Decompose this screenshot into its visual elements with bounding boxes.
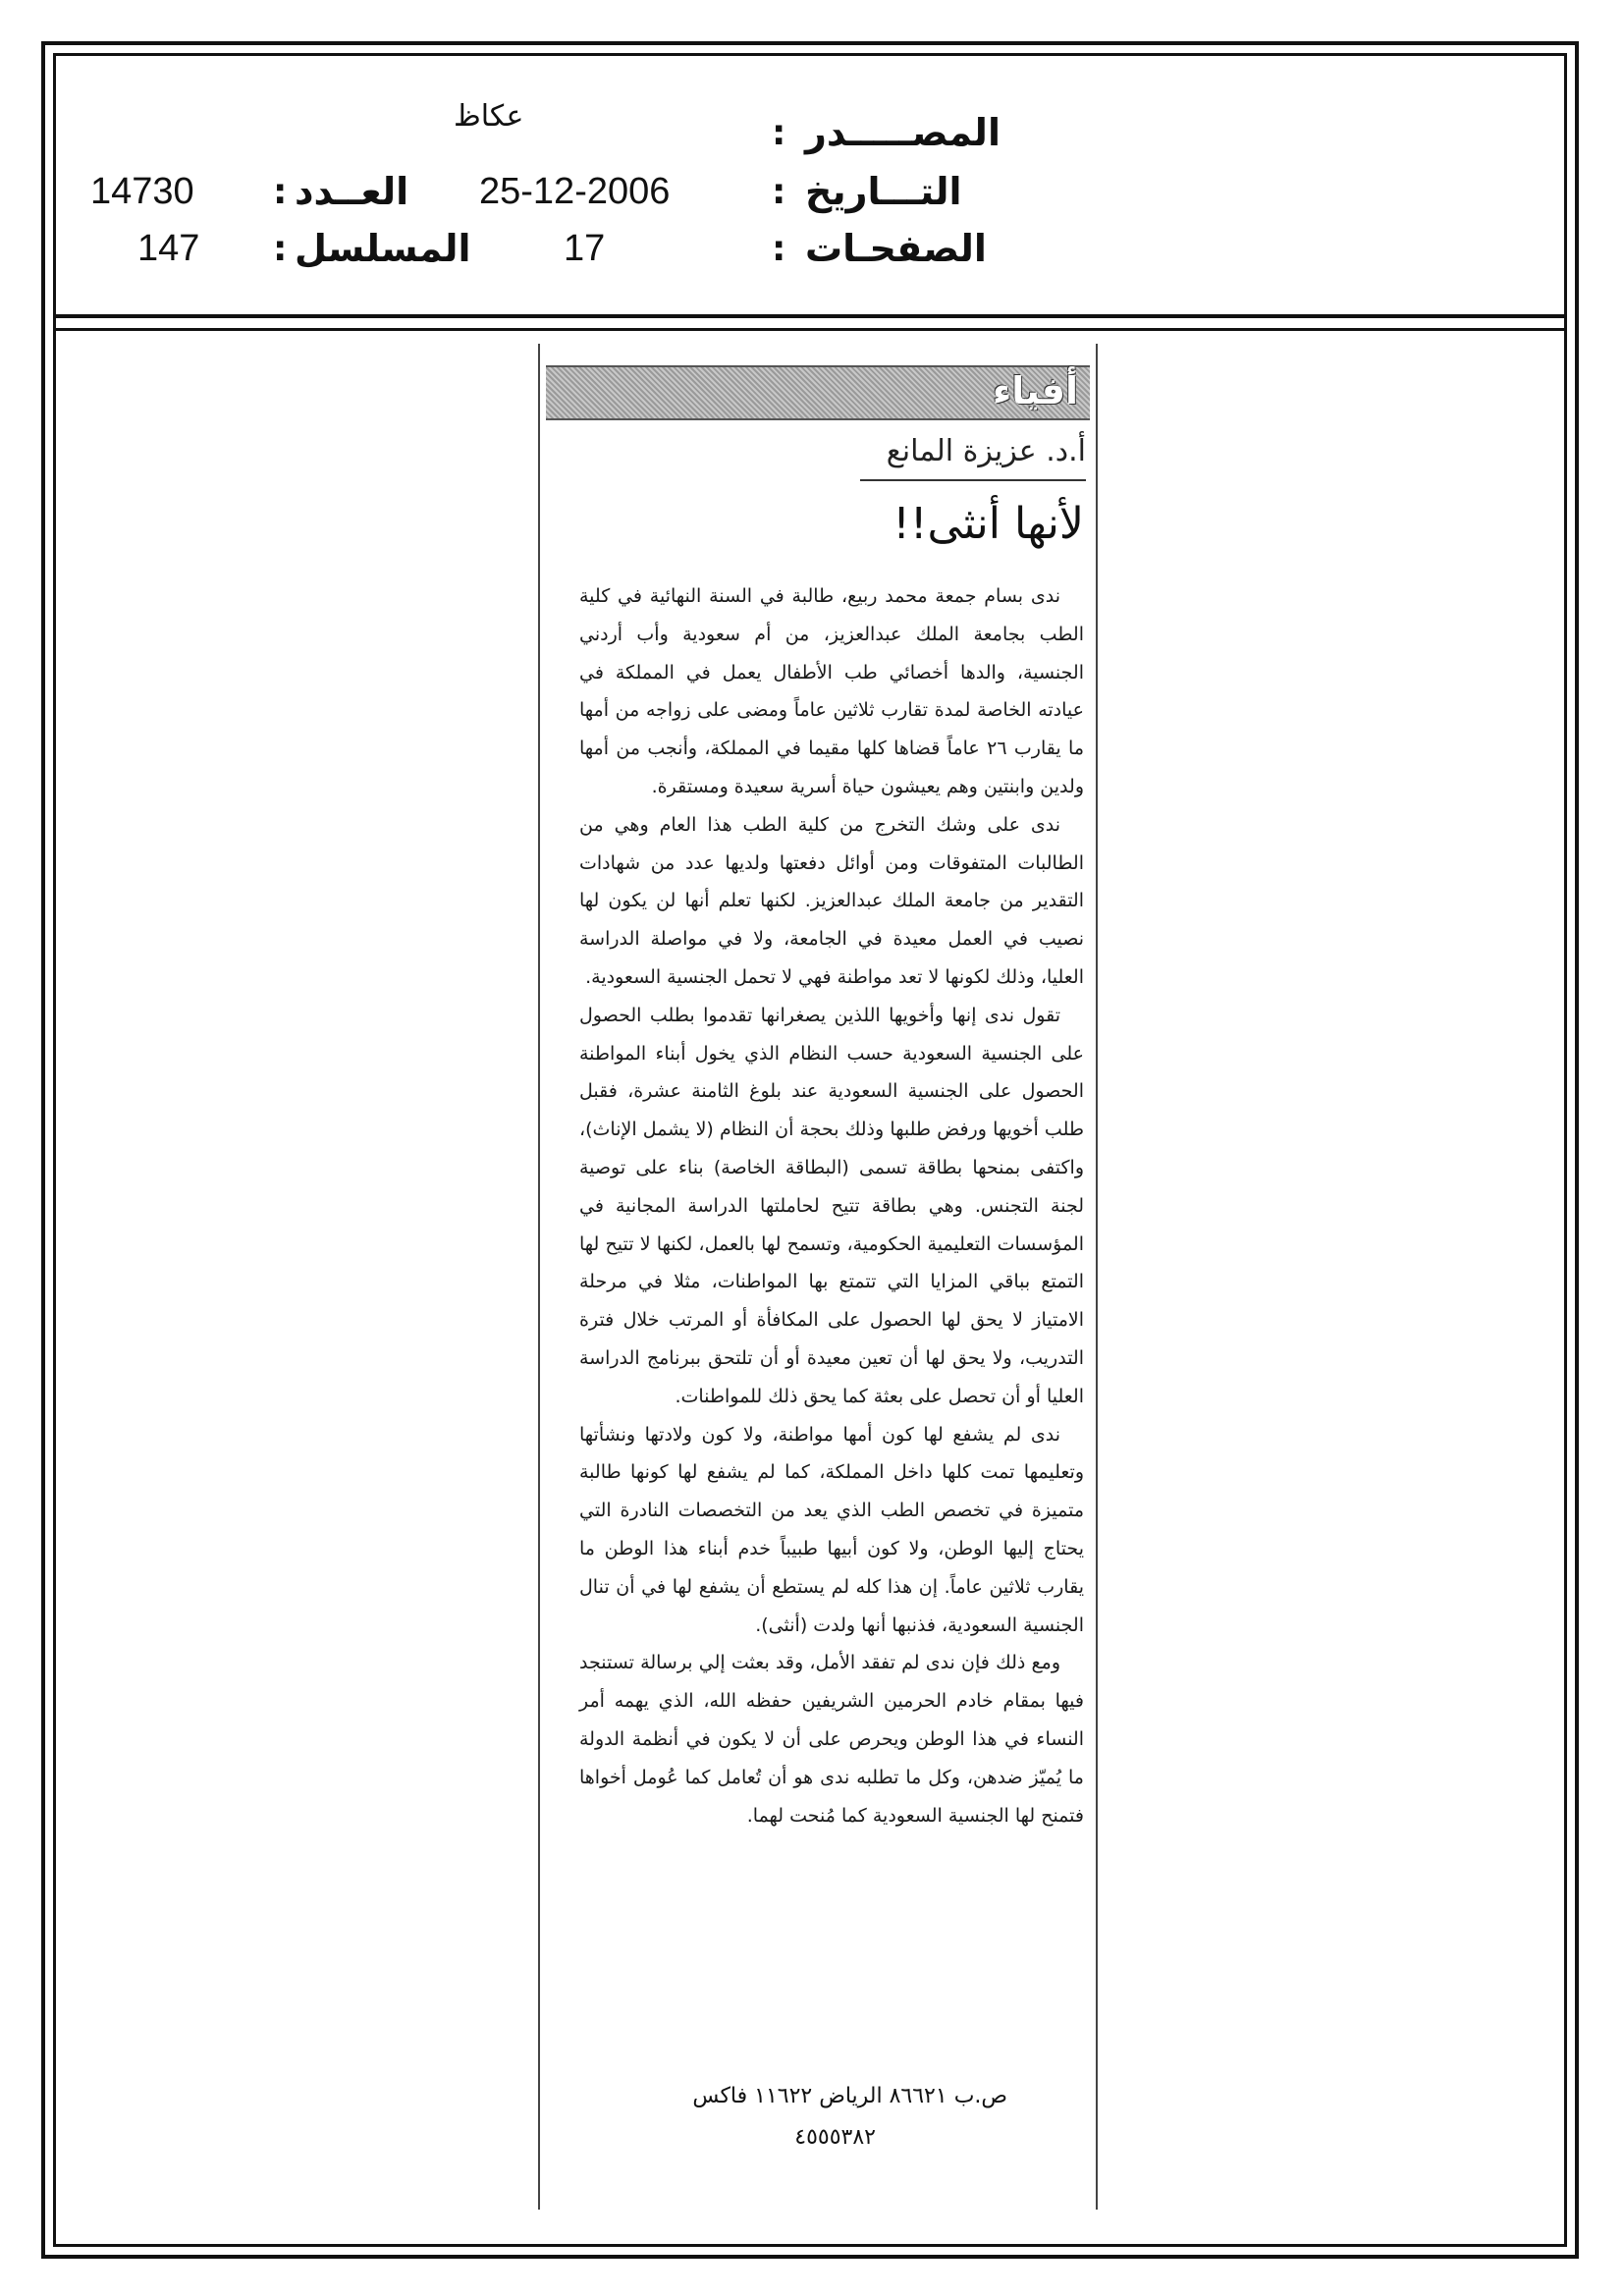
fax-number: ٤٥٥٥٣٨٢ bbox=[794, 2125, 876, 2150]
serial-colon: : bbox=[273, 229, 288, 269]
source-value: عكاظ bbox=[454, 99, 524, 134]
source-label: المصـــــدر bbox=[805, 111, 1001, 154]
paragraph: ومع ذلك فإن ندى لم تفقد الأمل، وقد بعثت إلي برسالة تستنجد فيها بمقام خادم الحرمين الشريفين حفظه الله، الذي يهمه أمر النساء في هذا الوطن ويحرص على أن لا يكون في أنظمة الدولة ما يُميّز ضدهن، وكل ما تطلبه ندى هو أن تُعامل كما عُومل أخواها فتمنح لها الجنسية السعودية كما مُنحت لهما. bbox=[579, 1652, 1084, 1827]
serial-label: المسلسل bbox=[295, 227, 471, 270]
date-label: التـــاريخ bbox=[805, 170, 962, 213]
author-name: أ.د. عزيزة المانع bbox=[886, 434, 1086, 468]
article-clipping bbox=[538, 344, 1098, 2210]
contact-line: ص.ب ٨٦٦٢١ الرياض ١١٦٢٢ فاكس bbox=[692, 2084, 1007, 2108]
issue-colon: : bbox=[273, 172, 288, 212]
column-name: أفياء bbox=[992, 369, 1078, 412]
header-divider bbox=[53, 314, 1567, 318]
article-title: لأنها أنثى!! bbox=[893, 499, 1084, 549]
serial-value: 147 bbox=[137, 228, 200, 269]
paragraph: ندى لم يشفع لها كون أمها مواطنة، ولا كون ولادتها ونشأتها وتعليمها تمت كلها داخل المملكة، كما لم يشفع لها كونها طالبة متميزة في تخصص الطب الذي يعد من التخصصات النادرة التي يحتاج إليها الوطن، ولا كون أبيها طبيباً خدم أبناء هذا الوطن ما يقارب ثلاثين عاماً. إن هذا كله لم يستطع أن يشفع لها في أن تنال الجنسية السعودية، فذنبها أنها ولدت (أنثى). bbox=[579, 1423, 1084, 1636]
pages-label: الصفحـات bbox=[805, 227, 987, 270]
pages-value: 17 bbox=[564, 228, 606, 269]
pages-colon: : bbox=[772, 229, 786, 269]
source-colon: : bbox=[772, 113, 786, 153]
issue-value: 14730 bbox=[90, 171, 194, 212]
header-divider-inner bbox=[53, 328, 1567, 331]
paragraph: ندى على وشك التخرج من كلية الطب هذا العام وهي من الطالبات المتفوقات ومن أوائل دفعتها ولديها عدد من شهادات التقدير من جامعة الملك عبدالعزيز. لكنها تعلم أنها لن يكون لها نصيب في العمل معيدة في الجامعة، ولا في مواصلة الدراسة العليا، وذلك لكونها لا تعد مواطنة فهي لا تحمل الجنسية السعودية. bbox=[579, 813, 1084, 988]
paragraph: تقول ندى إنها وأخويها اللذين يصغرانها تقدموا بطلب الحصول على الجنسية السعودية حسب النظام الذي يخول أبناء المواطنة الحصول على الجنسية السعودية عند بلوغ الثامنة عشرة، فقبل طلب أخويها ورفض طلبها وذلك بحجة أن النظام (لا يشمل الإناث)، واكتفى بمنحها بطاقة تسمى (البطاقة الخاصة) بناء على توصية لجنة التجنس. وهي بطاقة تتيح لحاملتها الدراسة المجانية في المؤسسات التعليمية الحكومية، وتسمح لها بالعمل، لكنها لا تتيح لها التمتع بباقي المزايا التي تتمتع بها المواطنات، مثلا في مرحلة الامتياز لا يحق لها الحصول على المكافأة أو المرتب خلال فترة التدريب، ولا يحق لها أن تعين معيدة أو أن تلتحق ببرنامج الدراسة العليا أو أن تحصل على بعثة كما يحق ذلك للمواطنات. bbox=[579, 1004, 1084, 1407]
author-underline bbox=[860, 479, 1086, 481]
paragraph: ندى بسام جمعة محمد ربيع، طالبة في السنة النهائية في كلية الطب بجامعة الملك عبدالعزيز، من أم سعودية وأب أردني الجنسية، والدها أخصائي طب الأطفال يعمل في المملكة في عيادته الخاصة لمدة تقارب ثلاثين عاماً ومضى على زواجه من أمها ما يقارب ٢٦ عاماً قضاها كلها مقيما في المملكة، وأنجب من أمها ولدين وابنتين وهم يعيشون حياة أسرية سعيدة ومستقرة. bbox=[579, 585, 1085, 797]
issue-label: العــدد bbox=[295, 170, 409, 213]
date-colon: : bbox=[772, 172, 786, 212]
article-body bbox=[579, 577, 1084, 1834]
column-banner bbox=[546, 365, 1090, 420]
date-value: 25-12-2006 bbox=[479, 171, 671, 212]
